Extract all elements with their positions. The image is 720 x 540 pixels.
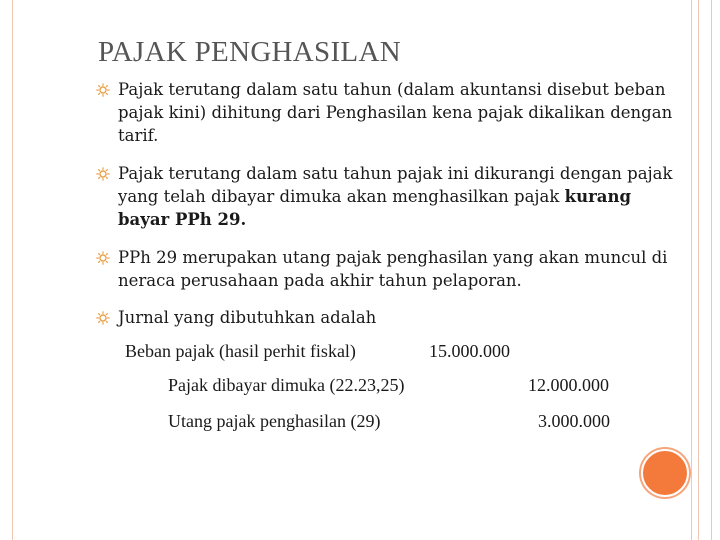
bullet-text [118,162,678,231]
bullet-text: Jurnal yang dibutuhkan adalah [118,308,377,327]
journal-debit-account: Beban pajak (hasil perhit fiskal) [125,341,356,361]
journal-credit-2-amount: 3.000.000 [538,411,610,431]
bullet-text-plain: Pajak terutang dalam satu tahun pajak ini dikurangi dengan pajak yang telah dibayar dimuka akan menghasilkan pajak [118,164,673,206]
sun-icon [96,311,110,325]
sun-icon [96,167,110,181]
sun-icon [96,251,110,265]
slide-right-stripe [698,0,712,540]
bullet-text: PPh 29 merupakan utang pajak penghasilan yang akan muncul di neraca perusahaan pada akhir tahun pelaporan. [118,248,668,290]
journal-debit-amount: 15.000.000 [429,341,510,361]
sun-icon [96,83,110,97]
journal-credit-1-account: Pajak dibayar dimuka (22.23,25) [168,375,405,395]
bullet-text: Pajak terutang dalam satu tahun (dalam akuntansi disebut beban pajak kini) dihitung dari Penghasilan kena pajak dikalikan dengan tarif. [118,80,673,145]
accent-circle [641,449,689,497]
slide-title: PAJAK PENGHASILAN [98,36,401,68]
journal-credit-2-account: Utang pajak penghasilan (29) [168,411,381,431]
journal-credit-1-amount: 12.000.000 [528,375,609,395]
bullet-text-bold: kurang bayar PPh 29. [118,187,631,229]
